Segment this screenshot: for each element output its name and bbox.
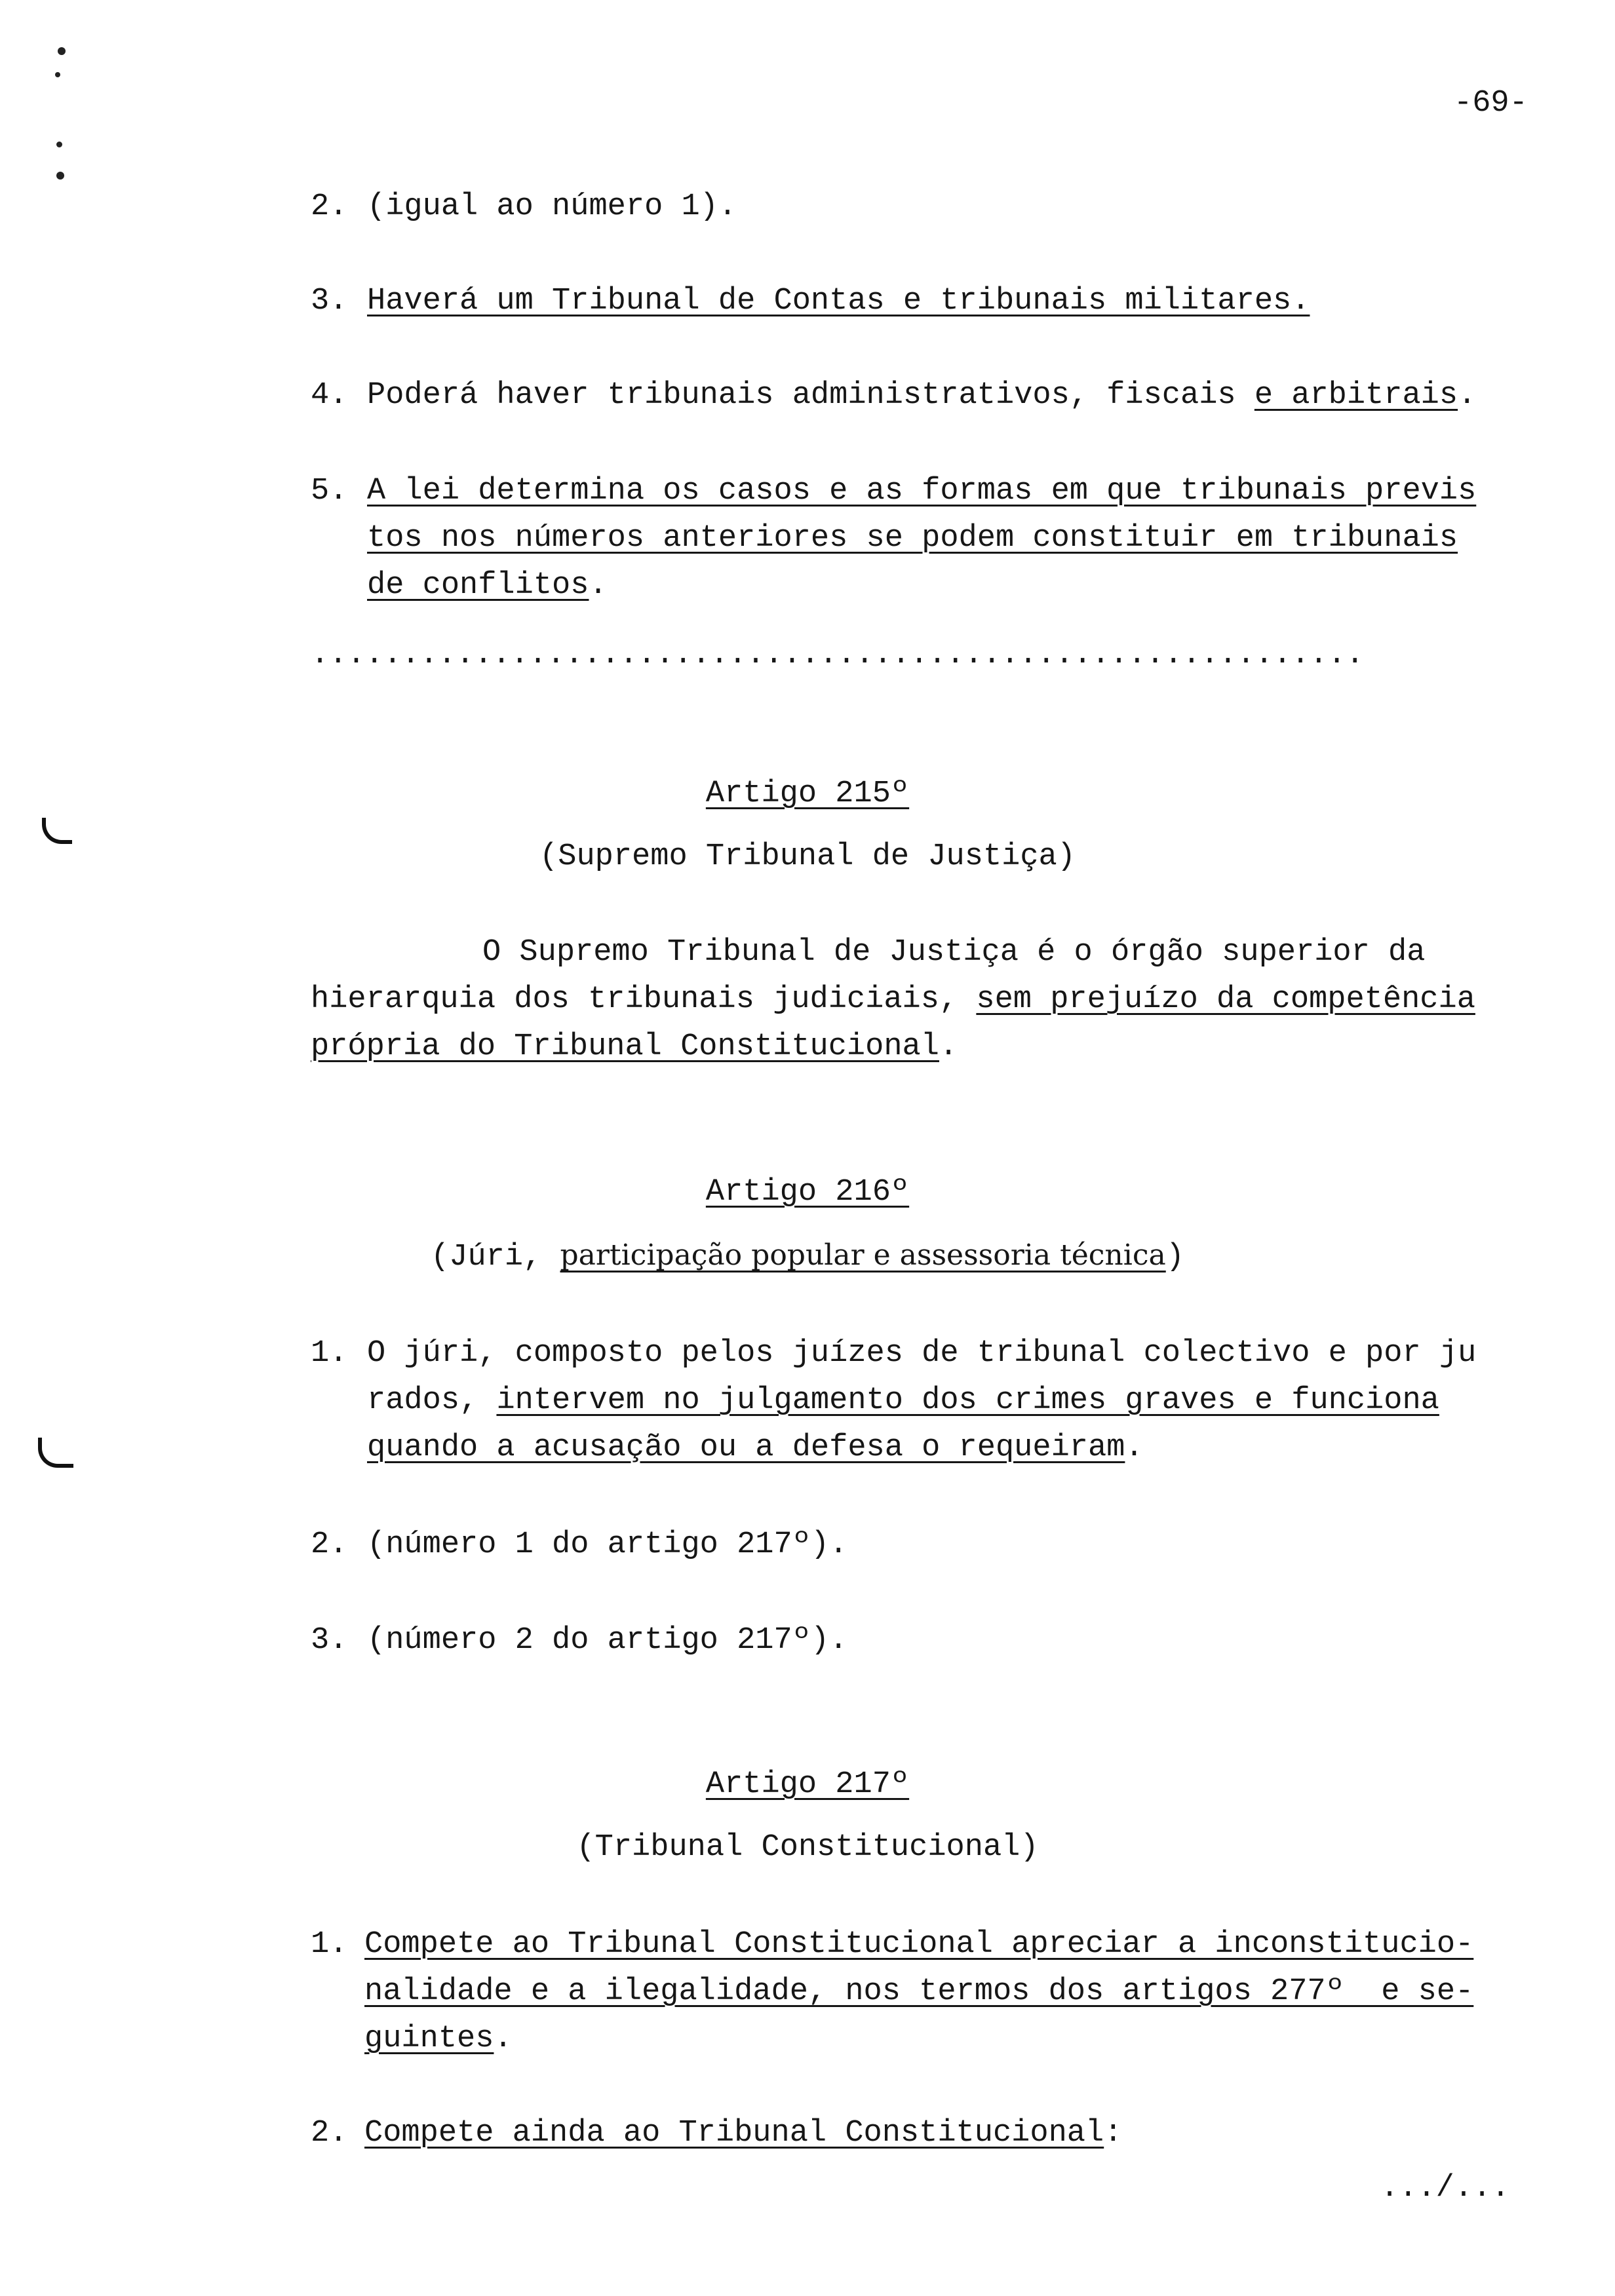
list-item-text [364,2114,1122,2153]
list-number: 2. [311,189,348,224]
text-segment: (Júri, [431,1240,560,1274]
continuation-mark: .../... [1380,2171,1510,2206]
list-number: 2. [311,1527,348,1562]
underlined-segment: sem prejuízo da competência [976,982,1475,1017]
article-heading [0,775,1615,814]
list-item-line [367,1428,1144,1468]
margin-dot [55,72,60,77]
list-item-line: A lei determina os casos e as formas em que tribunais previs [367,474,1477,508]
list-item-line: nalidade e a ilegalidade, nos termos dos artigos 277º e se- [364,1974,1474,2009]
list-item-line [367,566,608,605]
list-number: 5. [311,474,348,508]
list-number: 1. [311,1336,348,1371]
list-number: 1. [311,1927,348,1962]
list-item-line: tos nos números anteriores se podem constituir em tribunais [367,521,1458,556]
list-item-text: Haverá um Tribunal de Contas e tribunais militares. [367,284,1310,318]
article-subtitle: (Supremo Tribunal de Justiça) [539,839,1076,874]
list-item-line [364,2019,513,2059]
list-item-line: O júri, composto pelos juízes de tribunal colectivo e por ju [367,1336,1477,1371]
article-heading-text: Artigo 216º [705,1175,910,1210]
page-number: -69- [1454,86,1528,121]
underlined-segment: e arbitrais [1254,378,1458,413]
list-item-text: (número 1 do artigo 217º). [367,1527,848,1562]
underlined-segment: intervem no julgamento dos crimes graves e funciona [496,1383,1439,1418]
paragraph-line: O Supremo Tribunal de Justiça é o órgão superior da [482,935,1426,970]
article-heading-text: Artigo 215º [705,776,910,811]
text-segment: . [1458,378,1477,413]
margin-hook-mark [38,1438,73,1468]
text-segment: hierarquia dos tribunais judiciais, [311,982,977,1017]
list-item-line [367,1381,1439,1421]
list-number: 3. [311,1623,348,1658]
text-segment: ) [1165,1240,1184,1274]
article-subtitle: (Tribunal Constitucional) [576,1830,1039,1865]
text-segment: . [589,568,608,603]
margin-dot [56,142,62,147]
text-segment: . [494,2021,513,2056]
list-number: 2. [311,2116,348,2151]
list-item-text: (igual ao número 1). [367,189,737,224]
underlined-segment: guintes [364,2021,494,2056]
margin-dot [56,172,64,180]
article-heading [0,1765,1615,1805]
underlined-segment: quando a acusação ou a defesa o requeiram [367,1430,1125,1465]
margin-dot [58,47,66,55]
underlined-segment: de conflitos [367,568,589,603]
list-item-line: Compete ao Tribunal Constitucional apreciar a inconstitucio- [364,1927,1474,1962]
underlined-segment: própria do Tribunal Constitucional [311,1029,939,1064]
text-segment: . [1125,1430,1144,1465]
handwritten-segment: participação popular e assessoria técnica [560,1238,1166,1272]
list-number: 3. [311,284,348,318]
text-segment: : [1104,2116,1123,2151]
article-subtitle [0,1236,1615,1277]
text-segment: rados, [367,1383,497,1418]
list-item-text [367,376,1476,415]
list-item-text: (número 2 do artigo 217º). [367,1623,848,1658]
list-number: 4. [311,378,348,413]
text-segment: . [939,1029,958,1064]
separator-dots: .......................................................... [311,638,1364,672]
article-heading [0,1173,1615,1212]
underlined-segment: Compete ainda ao Tribunal Constitucional [364,2116,1104,2151]
paragraph-line [311,980,1475,1020]
article-heading-text: Artigo 217º [705,1767,910,1802]
paragraph-line [311,1027,958,1067]
text-segment: Poderá haver tribunais administrativos, fiscais [367,378,1255,413]
